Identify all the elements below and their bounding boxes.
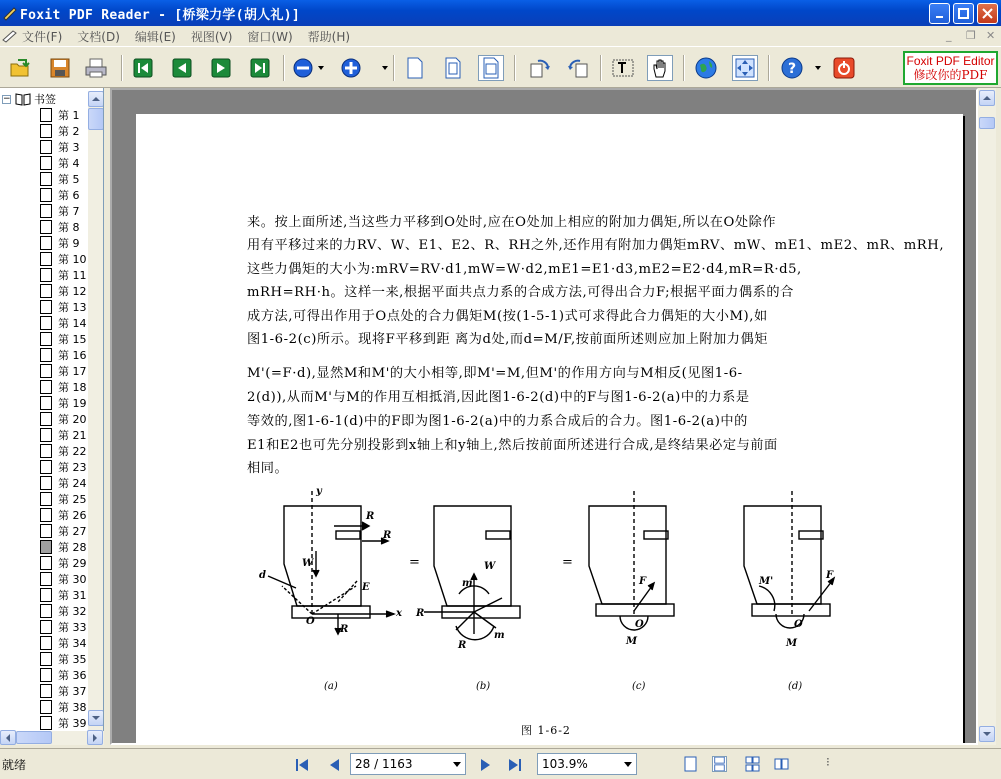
menu-bar bbox=[0, 26, 1001, 46]
bookmark-label: 第 29 bbox=[58, 557, 87, 570]
fit-width-button[interactable] bbox=[478, 55, 504, 81]
foxit-app-icon bbox=[2, 5, 18, 21]
bookmark-label: 第 10 bbox=[58, 253, 87, 266]
actual-size-button[interactable] bbox=[402, 55, 428, 81]
sidebar-scroll-thumb[interactable] bbox=[88, 108, 104, 130]
bookmark-label: 第 39 bbox=[58, 717, 87, 730]
continuous-view-icon[interactable] bbox=[712, 756, 727, 772]
zoom-in-button[interactable] bbox=[338, 55, 364, 81]
svg-text:M: M bbox=[626, 636, 638, 647]
bookmark-item[interactable] bbox=[40, 395, 87, 411]
bookmark-item[interactable] bbox=[40, 171, 80, 187]
bookmark-item[interactable] bbox=[40, 683, 87, 699]
bookmark-label: 第 31 bbox=[58, 589, 87, 602]
bookmark-label: 第 8 bbox=[58, 221, 80, 234]
bookmark-item[interactable] bbox=[40, 331, 87, 347]
menu-view[interactable]: 视图(V) bbox=[190, 29, 233, 44]
sub-caption-c: (c) bbox=[632, 681, 646, 692]
bookmark-label: 第 19 bbox=[58, 397, 87, 410]
mdi-minimize-icon[interactable]: _ bbox=[946, 29, 952, 42]
page-icon bbox=[40, 572, 52, 586]
bookmark-label: 第 26 bbox=[58, 509, 87, 522]
page-dropdown-icon[interactable] bbox=[453, 762, 461, 767]
svg-text:M': M' bbox=[759, 576, 774, 587]
bookmark-item[interactable] bbox=[40, 379, 87, 395]
page-icon bbox=[40, 268, 52, 282]
bookmark-item[interactable] bbox=[40, 539, 87, 555]
bookmark-label: 第 16 bbox=[58, 349, 87, 362]
bookmark-label: 第 15 bbox=[58, 333, 87, 346]
menu-help[interactable]: 帮助(H) bbox=[307, 29, 351, 44]
page-icon bbox=[40, 412, 52, 426]
doc-scroll-up[interactable] bbox=[979, 90, 995, 106]
page-icon bbox=[40, 476, 52, 490]
bookmark-item[interactable] bbox=[40, 603, 87, 619]
bookmark-item[interactable] bbox=[40, 587, 87, 603]
page-icon bbox=[40, 220, 52, 234]
bookmark-item[interactable] bbox=[40, 459, 87, 475]
svg-text:R: R bbox=[340, 624, 349, 635]
exit-button[interactable] bbox=[831, 55, 857, 81]
bookmark-label: 第 38 bbox=[58, 701, 87, 714]
bookmark-label: 第 30 bbox=[58, 573, 87, 586]
bookmark-label: 第 27 bbox=[58, 525, 87, 538]
menu-edit[interactable]: 编辑(E) bbox=[134, 29, 176, 44]
page-icon bbox=[40, 396, 52, 410]
bookmark-item[interactable] bbox=[40, 235, 80, 251]
save-button[interactable] bbox=[47, 55, 73, 81]
bookmark-item[interactable] bbox=[40, 123, 80, 139]
equals-sign-1: = bbox=[409, 555, 420, 570]
bookmark-label: 第 7 bbox=[58, 205, 80, 218]
page-icon bbox=[40, 156, 52, 170]
bookmark-label: 第 35 bbox=[58, 653, 87, 666]
svg-text:O: O bbox=[306, 616, 315, 627]
text-line: 成方法,可得出作用于O点处的合力偶矩M(按(1-5-1)式可求得此合力偶矩的大小M),如 bbox=[247, 309, 768, 324]
bookmark-item[interactable] bbox=[40, 187, 80, 203]
status-last-page-button[interactable] bbox=[506, 757, 524, 773]
text-line: 图1-6-2(c)所示。现将F平移到距 离为d处,而d=M/F,按前面所述则应加上附加力偶矩 bbox=[247, 332, 769, 347]
bookmark-item[interactable] bbox=[40, 363, 87, 379]
bookmark-label: 第 20 bbox=[58, 413, 87, 426]
bookmark-label: 第 21 bbox=[58, 429, 87, 442]
page-icon bbox=[40, 284, 52, 298]
rotate-counterclockwise-button[interactable] bbox=[565, 55, 591, 81]
close-button[interactable] bbox=[977, 3, 998, 24]
svg-text:y: y bbox=[316, 486, 322, 497]
document-icon bbox=[2, 29, 18, 43]
svg-text:W: W bbox=[484, 561, 496, 572]
document-scrollbar[interactable] bbox=[978, 88, 996, 745]
bookmarks-panel bbox=[0, 88, 104, 731]
sidebar-scroll-up[interactable] bbox=[88, 91, 104, 107]
bookmark-item[interactable] bbox=[40, 107, 80, 123]
svg-text:W: W bbox=[302, 558, 314, 569]
page-icon bbox=[40, 460, 52, 474]
zoom-out-dropdown-icon[interactable] bbox=[318, 66, 324, 70]
text-select-tool-button[interactable] bbox=[610, 55, 636, 81]
bookmark-item[interactable] bbox=[40, 267, 87, 283]
text-line: E1和E2也可先分别投影到x轴上和y轴上,然后按前面所述进行合成,是终结果必定与前面 bbox=[247, 438, 778, 453]
page-icon bbox=[40, 524, 52, 538]
bookmark-item[interactable] bbox=[40, 347, 87, 363]
bookmark-item[interactable] bbox=[40, 715, 87, 731]
page-icon bbox=[40, 492, 52, 506]
facing-continuous-view-icon[interactable] bbox=[745, 756, 760, 772]
bookmark-label: 第 34 bbox=[58, 637, 87, 650]
bookmark-label: 第 36 bbox=[58, 669, 87, 682]
bookmark-item[interactable] bbox=[40, 283, 87, 299]
menu-file[interactable]: 文件(F) bbox=[22, 29, 63, 44]
bookmark-item[interactable] bbox=[40, 155, 80, 171]
bookmark-item[interactable] bbox=[40, 315, 87, 331]
sidebar-scroll-down[interactable] bbox=[88, 710, 104, 726]
bookmark-root[interactable] bbox=[2, 91, 56, 107]
toolbar bbox=[0, 46, 1001, 88]
text-line: 等效的,图1-6-1(d)中的F即为图1-6-2(a)中的力系合成后的合力。图1-6-2(a)中的 bbox=[247, 414, 748, 429]
bookmark-item[interactable] bbox=[40, 523, 87, 539]
status-text: 就绪 bbox=[2, 758, 27, 772]
svg-text:R: R bbox=[416, 608, 425, 619]
status-first-page-button[interactable] bbox=[293, 757, 311, 773]
bookmark-label: 第 3 bbox=[58, 141, 80, 154]
page-icon bbox=[40, 348, 52, 362]
print-button[interactable] bbox=[83, 55, 109, 81]
bookmark-label: 第 6 bbox=[58, 189, 80, 202]
text-line: 相同。 bbox=[247, 461, 289, 476]
svg-text:m: m bbox=[462, 578, 473, 589]
page-icon bbox=[40, 588, 52, 602]
page-icon bbox=[40, 188, 52, 202]
help-button[interactable] bbox=[779, 55, 805, 81]
bookmark-item[interactable] bbox=[40, 427, 87, 443]
bookmark-label: 第 14 bbox=[58, 317, 87, 330]
page-icon bbox=[40, 316, 52, 330]
page-icon bbox=[40, 556, 52, 570]
ad-line-2: 修改你的PDF bbox=[913, 68, 988, 82]
svg-text:x: x bbox=[396, 608, 402, 619]
bookmark-item[interactable] bbox=[40, 139, 80, 155]
bookmark-label: 第 23 bbox=[58, 461, 87, 474]
status-bar bbox=[0, 748, 1001, 779]
bookmark-item[interactable] bbox=[40, 507, 87, 523]
zoom-dropdown-icon[interactable] bbox=[624, 762, 632, 767]
web-browser-button[interactable] bbox=[693, 55, 719, 81]
bookmark-label: 第 32 bbox=[58, 605, 87, 618]
bookmark-label: 第 24 bbox=[58, 477, 87, 490]
sidebar-scrollbar[interactable] bbox=[88, 91, 104, 731]
text-line: mRH=RH·h。这样一来,根据平面共点力系的合成方法,可得出合力F;根据平面力偶系的合 bbox=[247, 285, 794, 300]
zoom-field[interactable] bbox=[537, 753, 637, 775]
page-icon bbox=[40, 700, 52, 714]
svg-text:R: R bbox=[383, 530, 392, 541]
bookmark-item[interactable] bbox=[40, 491, 87, 507]
figure-1-6-2 bbox=[244, 486, 844, 696]
sidebar-scroll-right[interactable] bbox=[87, 730, 103, 745]
bookmark-label: 第 13 bbox=[58, 301, 87, 314]
bookmark-label: 第 12 bbox=[58, 285, 87, 298]
page-icon bbox=[40, 636, 52, 650]
bookmark-item[interactable] bbox=[40, 635, 87, 651]
bookmark-label: 第 18 bbox=[58, 381, 87, 394]
bookmark-item[interactable] bbox=[40, 667, 87, 683]
first-page-button[interactable] bbox=[130, 55, 156, 81]
bookmark-label: 第 28 bbox=[58, 541, 87, 554]
svg-text:R: R bbox=[458, 640, 467, 651]
bookmark-item[interactable] bbox=[40, 443, 87, 459]
page-icon bbox=[40, 508, 52, 522]
doc-scroll-down[interactable] bbox=[979, 726, 995, 742]
bookmark-label: 第 17 bbox=[58, 365, 87, 378]
bookmark-item[interactable] bbox=[40, 699, 87, 715]
last-page-button[interactable] bbox=[247, 55, 273, 81]
svg-text:F: F bbox=[639, 576, 647, 587]
next-page-button[interactable] bbox=[208, 55, 234, 81]
page-icon bbox=[40, 668, 52, 682]
text-line: 这些力偶矩的大小为:mRV=RV·d1,mW=W·d2,mE1=E1·d3,mE2=E2·d4,mR=R·d5, bbox=[247, 262, 802, 277]
minimize-button[interactable] bbox=[929, 3, 950, 24]
bookmark-label: 第 11 bbox=[58, 269, 87, 282]
svg-text:M: M bbox=[786, 638, 798, 649]
page-icon bbox=[40, 652, 52, 666]
menu-document[interactable]: 文档(D) bbox=[77, 29, 120, 44]
svg-text:O: O bbox=[635, 619, 644, 630]
rotate-clockwise-button[interactable] bbox=[527, 55, 553, 81]
page-icon bbox=[40, 716, 52, 730]
mdi-restore-icon[interactable]: ❐ bbox=[966, 29, 976, 42]
page-icon bbox=[40, 140, 52, 154]
bookmark-label: 第 9 bbox=[58, 237, 80, 250]
page-icon bbox=[40, 252, 52, 266]
page-icon bbox=[40, 380, 52, 394]
doc-scroll-thumb[interactable] bbox=[979, 117, 995, 129]
window-title: Foxit PDF Reader - [桥梁力学(胡人礼)] bbox=[20, 7, 301, 23]
maximize-button[interactable] bbox=[953, 3, 974, 24]
equals-sign-2: = bbox=[562, 555, 573, 570]
single-page-view-icon[interactable] bbox=[683, 756, 698, 772]
page-icon bbox=[40, 300, 52, 314]
page-icon bbox=[40, 428, 52, 442]
help-dropdown-icon[interactable] bbox=[815, 66, 821, 70]
sidebar-scroll-left[interactable] bbox=[0, 730, 16, 745]
zoom-in-dropdown-icon[interactable] bbox=[382, 66, 388, 70]
page-icon bbox=[40, 444, 52, 458]
figure-caption: 图 1-6-2 bbox=[521, 724, 571, 737]
book-icon bbox=[15, 92, 31, 106]
svg-text:O: O bbox=[794, 619, 803, 630]
ad-line-1: Foxit PDF Editor bbox=[906, 54, 995, 68]
bookmark-label: 第 2 bbox=[58, 125, 80, 138]
bookmark-label: 第 33 bbox=[58, 621, 87, 634]
bookmark-label: 第 37 bbox=[58, 685, 87, 698]
page-icon bbox=[40, 332, 52, 346]
svg-text:?: ? bbox=[787, 61, 797, 77]
bookmark-label: 第 5 bbox=[58, 173, 80, 186]
page-icon bbox=[40, 236, 52, 250]
menu-window[interactable]: 窗口(W) bbox=[247, 29, 293, 44]
text-line: 来。按上面所述,当这些力平移到O处时,应在O处加上相应的附加力偶矩,所以在O处除作 bbox=[247, 215, 777, 230]
text-line: 用有平移过来的力RV、W、E1、E2、R、RH之外,还作用有附加力偶矩mRV、mW、mE1、mE2、mR、mRH, bbox=[247, 238, 945, 253]
bookmark-item[interactable] bbox=[40, 203, 80, 219]
navigation-panel-button[interactable] bbox=[732, 55, 758, 81]
page-icon bbox=[40, 540, 52, 554]
sub-caption-b: (b) bbox=[476, 681, 491, 692]
bookmark-item[interactable] bbox=[40, 475, 87, 491]
bookmark-item[interactable] bbox=[40, 251, 87, 267]
sub-caption-a: (a) bbox=[324, 681, 338, 692]
page-number-field[interactable] bbox=[350, 753, 466, 775]
zoom-value: 103.9% bbox=[542, 757, 588, 771]
text-line: 2(d)),从而M'与M的作用互相抵消,因此图1-6-2(d)中的F与图1-6-2(a)中的力系是 bbox=[247, 390, 750, 405]
title-bar[interactable] bbox=[0, 0, 1001, 26]
page-icon bbox=[40, 204, 52, 218]
mdi-close-icon[interactable]: ✕ bbox=[986, 29, 996, 42]
hand-tool-button[interactable] bbox=[647, 55, 673, 81]
bookmark-item[interactable] bbox=[40, 299, 87, 315]
page-icon bbox=[40, 108, 52, 122]
document-view[interactable] bbox=[110, 88, 978, 745]
bookmark-item[interactable] bbox=[40, 571, 87, 587]
open-button[interactable] bbox=[7, 55, 33, 81]
page-icon bbox=[40, 684, 52, 698]
page-icon bbox=[40, 124, 52, 138]
sidebar-hscroll-thumb[interactable] bbox=[16, 731, 52, 744]
bookmark-label: 第 4 bbox=[58, 157, 80, 170]
resize-grip-icon: ⁝ bbox=[826, 755, 830, 769]
zoom-out-button[interactable] bbox=[290, 55, 316, 81]
page-icon bbox=[40, 364, 52, 378]
svg-text:E: E bbox=[362, 582, 370, 593]
svg-text:F: F bbox=[826, 570, 834, 581]
svg-text:R: R bbox=[366, 511, 375, 522]
bookmark-root-label: 书签 bbox=[34, 93, 56, 106]
bookmark-item[interactable] bbox=[40, 411, 87, 427]
page-icon bbox=[40, 604, 52, 618]
bookmark-label: 第 22 bbox=[58, 445, 87, 458]
previous-page-button[interactable] bbox=[169, 55, 195, 81]
svg-text:m: m bbox=[494, 630, 505, 641]
svg-text:d: d bbox=[259, 570, 266, 581]
facing-view-icon[interactable] bbox=[774, 756, 789, 772]
fit-page-button[interactable] bbox=[440, 55, 466, 81]
bookmark-item[interactable] bbox=[40, 619, 87, 635]
bookmark-item[interactable] bbox=[40, 555, 87, 571]
bookmark-label: 第 25 bbox=[58, 493, 87, 506]
collapse-icon[interactable]: − bbox=[3, 93, 11, 104]
sidebar-hscrollbar[interactable] bbox=[0, 731, 104, 745]
sub-caption-d: (d) bbox=[788, 681, 803, 692]
pdf-page bbox=[136, 114, 963, 745]
bookmark-label: 第 1 bbox=[58, 109, 80, 122]
page-icon bbox=[40, 620, 52, 634]
text-line: M'(=F·d),显然M和M'的大小相等,即M'=M,但M'的作用方向与M相反(见图1-6- bbox=[247, 366, 743, 381]
status-next-page-button[interactable] bbox=[477, 757, 495, 773]
bookmark-item[interactable] bbox=[40, 219, 80, 235]
bookmark-item[interactable] bbox=[40, 651, 87, 667]
foxit-editor-ad[interactable] bbox=[903, 51, 998, 85]
page-icon bbox=[40, 172, 52, 186]
page-number-value: 28 / 1163 bbox=[355, 757, 413, 771]
status-prev-page-button[interactable] bbox=[325, 757, 343, 773]
